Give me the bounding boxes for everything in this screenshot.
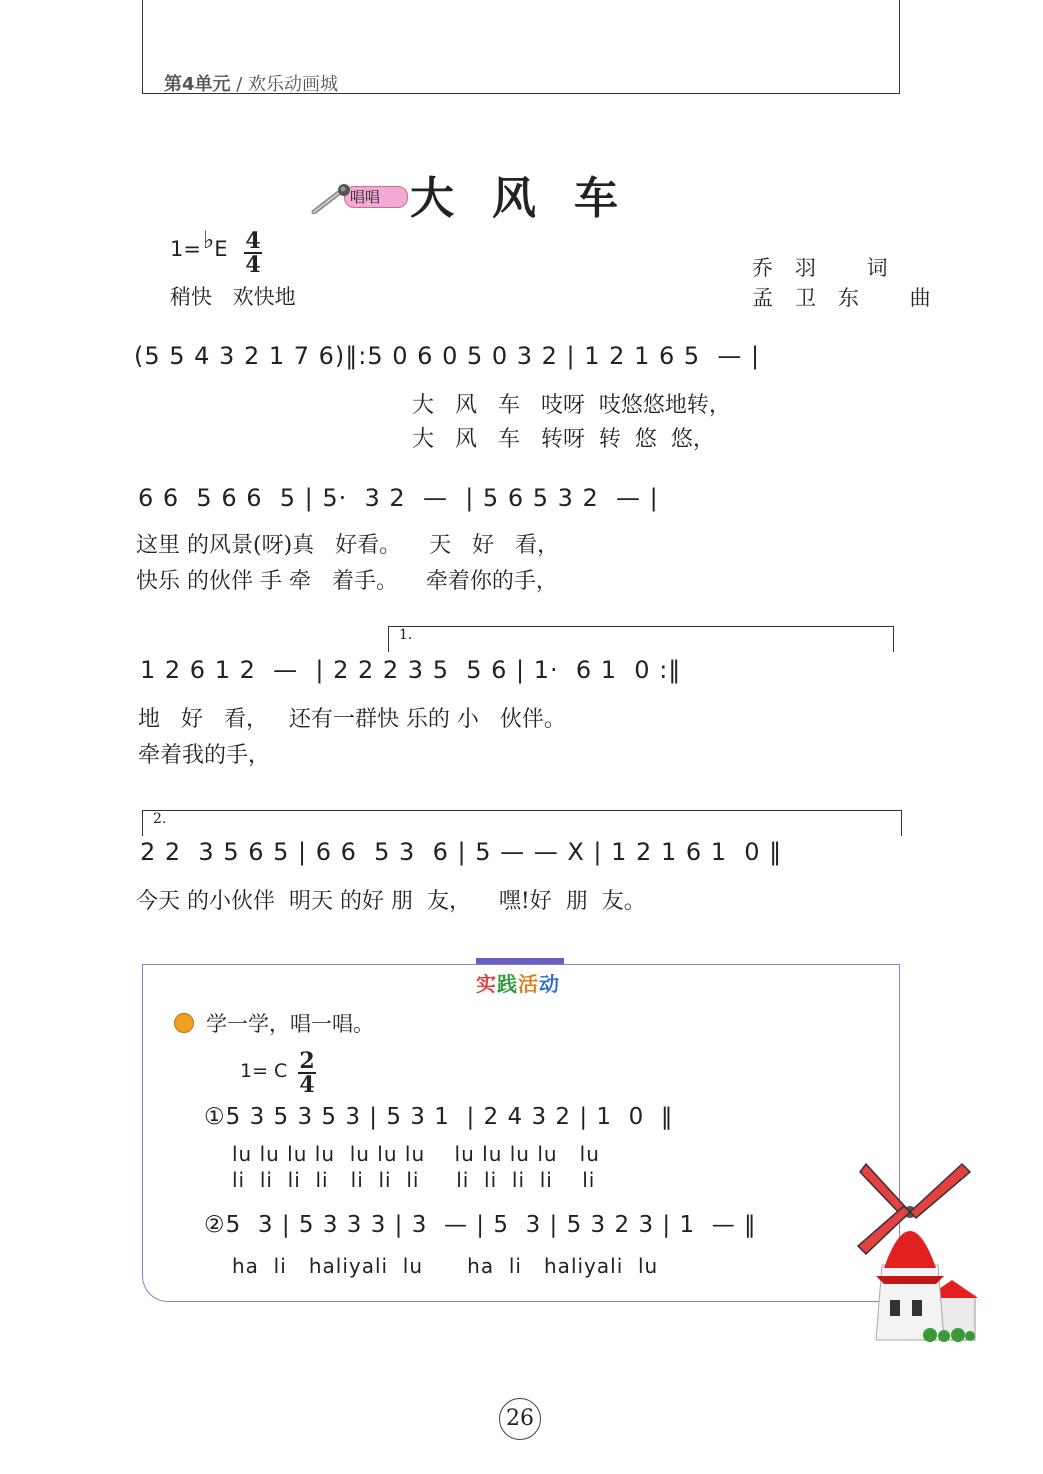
key-accidental: ♭ xyxy=(202,226,215,254)
exercise-time-signature xyxy=(298,1050,316,1096)
exercise-key: 1= C xyxy=(240,1060,288,1082)
activity-top-border xyxy=(142,964,900,965)
bullet-icon xyxy=(174,1013,194,1033)
volta-1-label: 1. xyxy=(399,627,413,643)
song-title: 大风车 xyxy=(410,173,656,224)
key-note: E xyxy=(214,237,228,261)
key-prefix: 1= xyxy=(170,237,201,261)
exercise-time-numerator: 2 xyxy=(299,1048,315,1074)
song-tag xyxy=(310,184,398,208)
unit-number: 第4单元 xyxy=(164,74,231,95)
exercise-2-notation: 5 3 | 5 3 3 3 | 3 — | 5 3 | 5 3 2 3 | 1 — ‖ xyxy=(225,1212,757,1238)
exercise-2-syllables: ha li haliyali lu ha li haliyali lu xyxy=(232,1254,659,1278)
windmill-illustration xyxy=(840,1150,980,1360)
unit-section: 欢乐动画城 xyxy=(248,74,339,95)
activity-title-char-3: 活 xyxy=(518,972,539,996)
tag-label: 唱唱 xyxy=(350,188,381,206)
exercise-1-syllables-lu: lu lu lu lu lu lu lu lu lu lu lu lu xyxy=(232,1142,600,1166)
activity-title-char-2: 践 xyxy=(497,972,518,996)
time-denominator: 4 xyxy=(245,252,261,278)
exercise-1-label: ① xyxy=(204,1104,226,1130)
activity-title-char-1: 实 xyxy=(476,972,497,996)
lyric-line-3b: 牵着我的手， xyxy=(138,743,271,768)
lyricist-credit: 乔羽 词 xyxy=(752,256,910,280)
exercise-2-label: ② xyxy=(204,1212,226,1238)
unit-separator: / xyxy=(230,74,249,95)
page-number: 26 xyxy=(499,1398,541,1440)
lyric-line-3a: 地 好 看， 还有一群快 乐的 小 伙伴。 xyxy=(138,707,566,732)
lyric-line-4: 今天 的小伙伴 明天 的好 朋 友， 嘿!好 朋 友。 xyxy=(136,889,646,914)
volta-bracket-1 xyxy=(388,626,894,652)
lyric-line-2a: 这里 的风景(呀)真 好看。 天 好 看， xyxy=(136,533,560,558)
score-line-4: 2 2 3 5 6 5 | 6 6 5 3 6 | 5 — — X | 1 2 1 6 1 0 ‖ xyxy=(140,838,783,866)
score-line-3: 1 2 6 1 2 — | 2 2 2 3 5 5 6 | 1· 6 1 0 :‖ xyxy=(140,656,682,684)
activity-tab xyxy=(476,958,564,964)
unit-label xyxy=(164,70,338,96)
time-signature xyxy=(244,230,262,276)
lyric-line-1a: 大 风 车 吱呀 吱悠悠地转， xyxy=(412,393,731,418)
lyric-line-1b: 大 风 车 转呀 转 悠 悠， xyxy=(412,427,715,452)
score-line-1: (5 5 4 3 2 1 7 6)‖:5 0 6 0 5 0 3 2 | 1 2 1 6 5 — | xyxy=(134,342,761,370)
time-numerator: 4 xyxy=(245,228,261,254)
exercise-time-denominator: 4 xyxy=(299,1072,315,1098)
tempo-marking: 稍快 欢快地 xyxy=(170,285,296,309)
volta-2-label: 2. xyxy=(153,811,167,827)
activity-title xyxy=(476,968,560,997)
exercise-1-syllables-li: li li li li li li li li li li li li xyxy=(232,1168,596,1192)
composer-credit: 孟卫东 曲 xyxy=(752,286,953,310)
activity-instruction: 学一学，唱一唱。 xyxy=(206,1012,374,1036)
volta-bracket-2 xyxy=(142,810,902,836)
lyric-line-2b: 快乐 的伙伴 手 牵 着手。 牵着你的手， xyxy=(136,569,558,594)
activity-title-char-4: 动 xyxy=(539,972,560,996)
score-line-2: 6 6 5 6 6 5 | 5· 3 2 — | 5 6 5 3 2 — | xyxy=(138,484,659,512)
exercise-1-notation: 5 3 5 3 5 3 | 5 3 1 | 2 4 3 2 | 1 0 ‖ xyxy=(225,1104,674,1130)
key-signature xyxy=(170,226,228,262)
exercise-1-notes xyxy=(204,1104,673,1130)
exercise-2-notes xyxy=(204,1212,757,1238)
